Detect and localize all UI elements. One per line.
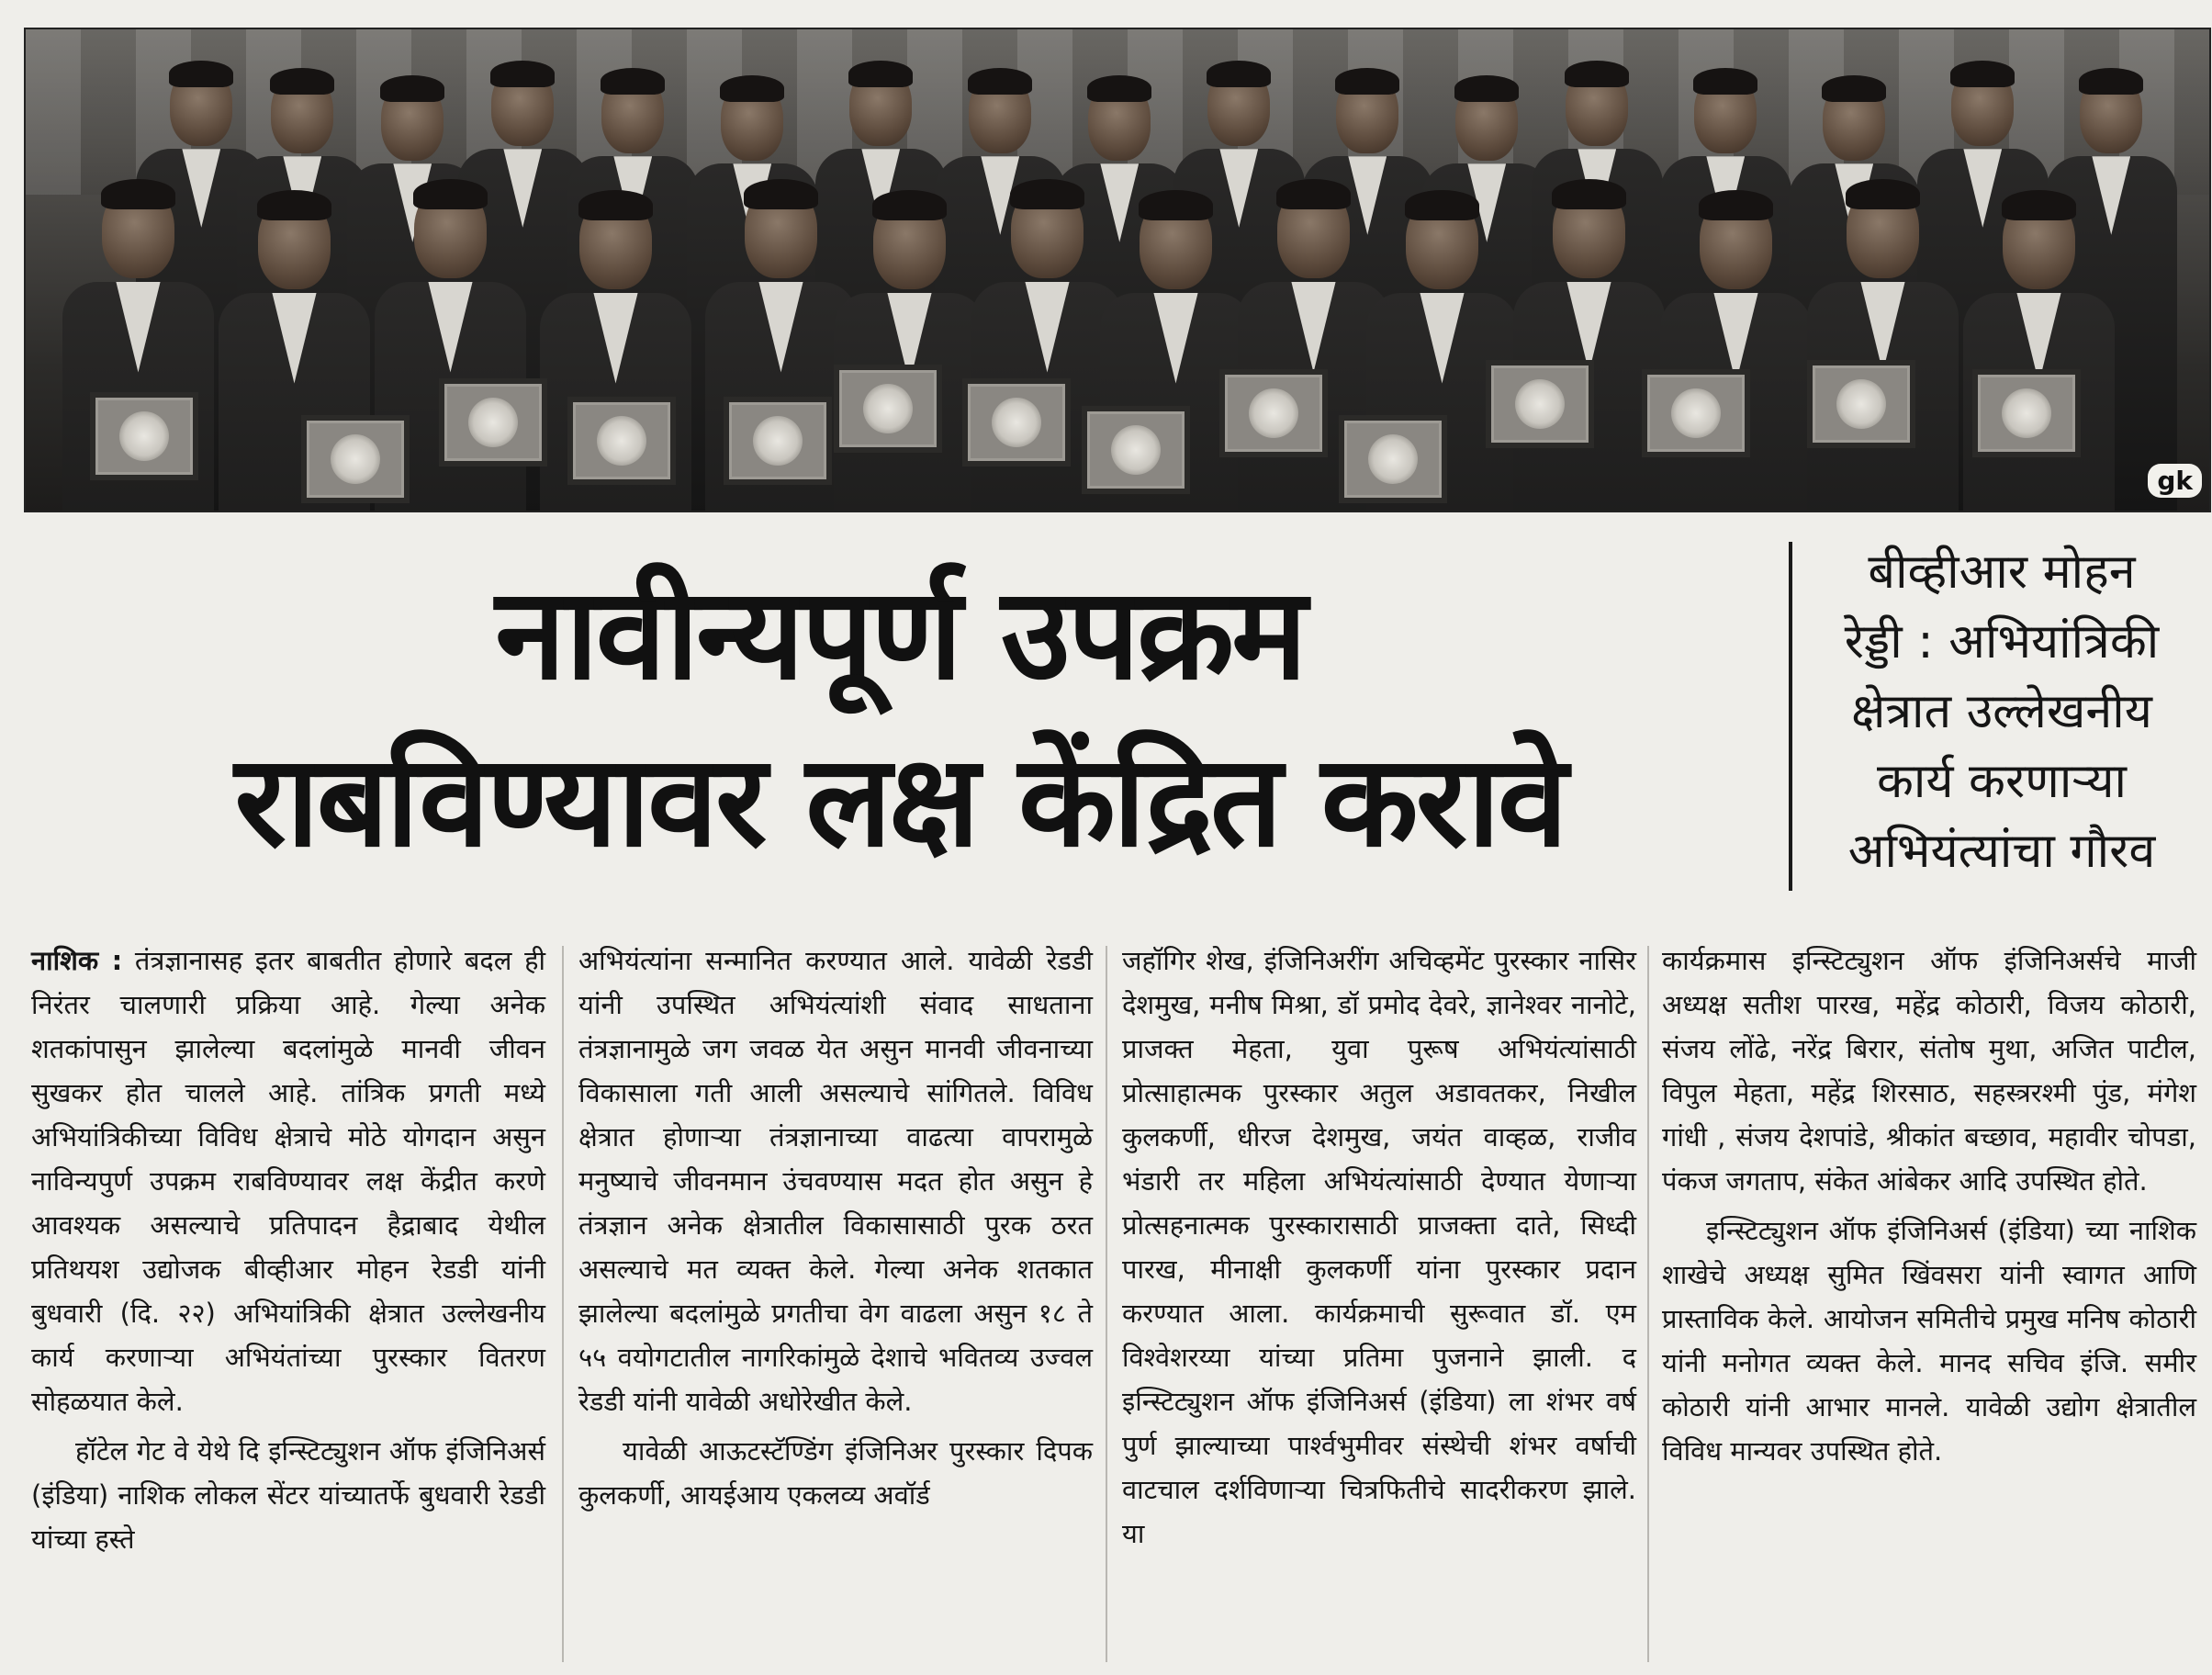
- award-plaque: [90, 392, 198, 480]
- article-column-1: [31, 939, 545, 1567]
- award-plaque: [1082, 406, 1190, 494]
- award-plaque: [567, 397, 676, 485]
- award-plaque: [834, 365, 942, 453]
- article-paragraph: कार्यक्रमास इन्स्टिट्युशन ऑफ इंजिनिअर्सचे माजी अध्यक्ष सतीश पारख, महेंद्र कोठारी, विजय कोठारी, संजय लोंढे, नरेंद्र बिरार, संतोष मुथा, अजित पाटील, विपुल मेहता, महेंद्र शिरसाठ, सहस्त्ररश्मी पुंड, मंगेश गांधी , संजय देशपांडे, श्रीकांत बच्छाव, महावीर चोपडा, पंकज जगताप, संकेत आंबेकर आदि उपस्थित होते.: [1662, 945, 2196, 1197]
- article-paragraph: इन्स्टिट्युशन ऑफ इंजिनिअर्स (इंडिया) च्या नाशिक शाखेचे अध्यक्ष सुमित खिंवसरा यांनी स्वागत आणि प्रास्ताविक केले. आयोजन समितीचे प्रमुख मनिष कोठारी यांनी मनोगत व्यक्त केले. मानद सचिव इंजि. समीर कोठारी यांनी आभार मानले. यावेळी उद्योग क्षेत्रातील विविध मान्यवर उपस्थित होते.: [1662, 1215, 2196, 1467]
- article-column-3: [1122, 939, 1636, 1561]
- award-plaque: [724, 397, 832, 485]
- photo-credit: gk: [2148, 464, 2202, 498]
- column-divider: [1647, 946, 1649, 1662]
- paragraph-text: तंत्रज्ञानासह इतर बाबतीत होणारे बदल ही निरंतर चालणारी प्रक्रिया आहे. गेल्या अनेक शतकांपासुन झालेल्या बदलांमुळे मानवी जीवन सुखकर होत चालले आहे. तांत्रिक प्रगती मध्ये अभियांत्रिकीच्या विविध क्षेत्राचे मोठे योगदान असुन नाविन्यपुर्ण उपक्रम राबविण्यावर लक्ष केंद्रीत करणे आवश्यक असल्याचे प्रतिपादन हैद्राबाद येथील प्रतिथयश उद्योजक बीव्हीआर मोहन रेडडी यांनी बुधवारी (दि. २२) अभियांत्रिकी क्षेत्रात उल्लेखनीय कार्य करणाऱ्या अभियंतांच्या पुरस्कार वितरण सोहळयात केले.: [31, 945, 545, 1417]
- headline-line-1: नावीन्यपूर्ण उपक्रम: [495, 560, 1305, 708]
- subheadline-line: कार्य करणाऱ्या: [1876, 754, 2128, 809]
- dateline: नाशिक :: [31, 945, 123, 976]
- award-plaque: [1972, 369, 2081, 457]
- award-plaque: [301, 415, 410, 503]
- award-plaque: [962, 378, 1071, 467]
- article-paragraph: जहॉगिर शेख, इंजिनिअरींग अचिव्हमेंट पुरस्कार नासिर देशमुख, मनीष मिश्रा, डॉ प्रमोद देवरे, ज्ञानेश्वर नानोटे, प्राजक्त मेहता, युवा पुरूष अभियंत्यांसाठी प्रोत्साहात्मक पुरस्कार अतुल अडावतकर, निखील कुलकर्णी, धीरज देशमुख, जयंत वाव्हळ, राजीव भंडारी तर महिला अभियंत्यांसाठी देण्यात येणाऱ्या प्रोत्सहनात्मक पुरस्कारासाठी प्राजक्ता दाते, सिध्दी पारख, मीनाक्षी कुलकर्णी यांना पुरस्कार प्रदान करण्यात आला. कार्यक्रमाची सुरूवात डॉ. एम विश्वेशरय्या यांच्या प्रतिमा पुजनाने झाली. द इन्स्टिट्युशन ऑफ इंजिनिअर्स (इंडिया) ला शंभर वर्ष पुर्ण झाल्याच्या पार्श्वभुमीवर संस्थेची शंभर वर्षाची वाटचाल दर्शविणाऱ्या चित्रफितीचे सादरीकरण झाले. या: [1122, 945, 1636, 1549]
- headline: [28, 551, 1772, 885]
- award-plaque: [439, 378, 547, 467]
- award-plaque: [1642, 369, 1750, 457]
- award-plaque: [1486, 360, 1594, 448]
- award-plaque: [1339, 415, 1447, 503]
- subheadline-line: क्षेत्रात उल्लेखनीय: [1851, 684, 2152, 739]
- article-column-4: [1662, 939, 2196, 1478]
- group-photo: [24, 28, 2211, 512]
- subheadline-line: बीव्हीआर मोहन: [1868, 545, 2136, 600]
- article-paragraph: हॉटेल गेट वे येथे दि इन्स्टिट्युशन ऑफ इंजिनिअर्स (इंडिया) नाशिक लोकल सेंटर यांच्यातर्फे बुधवारी रेडडी यांच्या हस्ते: [31, 1435, 545, 1555]
- subheadline-line: रेड्डी : अभियांत्रिकी: [1844, 614, 2160, 669]
- article-column-2: [578, 939, 1093, 1523]
- column-divider: [562, 946, 564, 1662]
- subheadline: [1800, 537, 2204, 886]
- article-paragraph: यावेळी आऊटस्टॅण्डिंग इंजिनिअर पुरस्कार दिपक कुलकर्णी, आयईआय एकलव्य अवॉर्ड: [578, 1435, 1093, 1511]
- award-plaque: [1219, 369, 1328, 457]
- award-plaque: [1807, 360, 1915, 448]
- headline-divider: [1789, 542, 1792, 891]
- article-paragraph: [31, 939, 545, 1423]
- subheadline-line: अभियंत्यांचा गौरव: [1847, 824, 2156, 879]
- column-divider: [1106, 946, 1107, 1662]
- headline-line-2: राबविण्यावर लक्ष केंद्रित करावे: [234, 727, 1566, 875]
- article-paragraph: अभियंत्यांना सन्मानित करण्यात आले. यावेळी रेडडी यांनी उपस्थित अभियंत्यांशी संवाद साधताना तंत्रज्ञानामुळे जग जवळ येत असुन मानवी जीवनाच्या विकासाला गती आली असल्याचे सांगितले. विविध क्षेत्रात होणाऱ्या तंत्रज्ञानाच्या वाढत्या वापरामुळे मनुष्याचे जीवनमान उंचवण्यास मदत होत असुन हे तंत्रज्ञान अनेक क्षेत्रातील विकासासाठी पुरक ठरत असल्याचे मत व्यक्त केले. गेल्या अनेक शतकात झालेल्या बदलांमुळे प्रगतीचा वेग वाढला असुन १८ ते ५५ वयोगटातील नागरिकांमुळे देशाचे भवितव्य उज्वल रेडडी यांनी यावेळी अधोरेखीत केले.: [578, 945, 1093, 1417]
